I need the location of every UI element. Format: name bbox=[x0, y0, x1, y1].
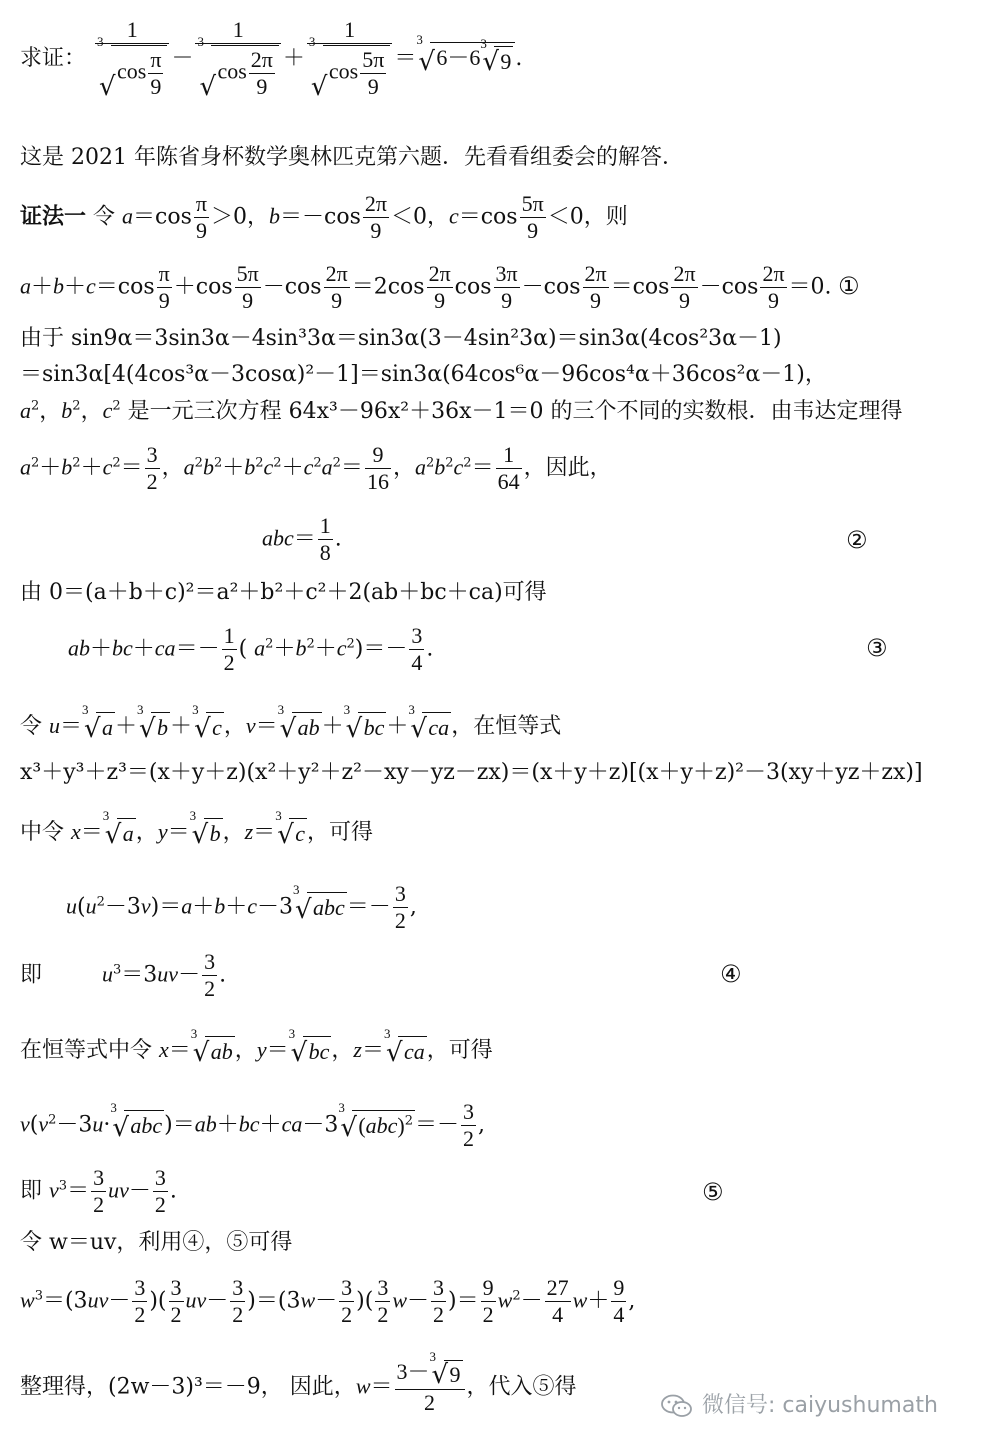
let-uv-line: 令 u＝ 3 √ a＋ 3 √ b＋ 3 √ c，v＝ 3 √ ab＋ 3 √ bc＋ 3 √ ca，在恒等式 bbox=[20, 702, 562, 745]
marker-3: ③ bbox=[866, 634, 888, 662]
intro-text: 这是 2021 年陈省身杯数学奥林匹克第六题．先看看组委会的解答． bbox=[20, 145, 684, 170]
vieta-results: $a^2+b^2+c^2=$ $\frac{3}{2}$ ，$a^2b^2+b^2c^2+c^2a^2=$ $\frac{9}{16}$ ，$a^2b^2c^2=$ $\frac{1}{64}$ ，因此， bbox=[20, 442, 612, 495]
method-one-line: 证法一 令 a＝cos $\frac{\pi}{9}$ ＞0，b＝－cos $\frac{2\pi}{9}$ ＜0，c＝cos $\frac{5\pi}{9}$ ＜0，则 bbox=[20, 191, 628, 244]
u-equation: $u(u^2-3v)=a+b+c-3$ 3 √ abc＝－ $\frac{3}{2}$ , bbox=[66, 881, 417, 934]
v-cubed-line: 即 $v^3=$ $\frac{3}{2}$ uv－ $\frac{3}{2}$ . bbox=[20, 1165, 177, 1218]
w-cubed-equation: $w^3=(3uv-$ $\frac{3}{2}$ )( $\frac{3}{2}$ uv－ $\frac{3}{2}$ )＝(3w－ $\frac{3}{2}$ )( $\frac{3}{2}$ w－ $\frac{3}{2}$ )＝ $\frac{9}{2}$ $w^2-$ $\frac{27}{4}$ w＋ $\frac{9}{4}$ , bbox=[20, 1275, 636, 1328]
prove-statement: 求证： 1 3 √ cos $\frac{\pi}{9}$ － 1 3 √ cos $\frac{2\pi}{9}$ ＋ 1 3 √ cos $\frac{5\pi}{9}$ ＝ 3 √ 6－6 3 √ 9 . bbox=[20, 17, 523, 102]
wechat-icon bbox=[660, 1393, 694, 1419]
sin9-line-2: ＝sin3α[4(4cos³α－3cosα)²－1]＝sin3α(64cos⁶α－96cos⁴α＋36cos²α－1)， bbox=[20, 362, 827, 387]
final-line: 整理得，(2w－3)³＝－9， 因此，w＝ 3－ 3 √ 9 2 ，代入⑤得 bbox=[20, 1349, 577, 1415]
marker-2: ② bbox=[846, 526, 868, 554]
abc-equation: abc＝ $\frac{1}{8}$ . bbox=[262, 513, 342, 566]
watermark-text: 微信号: caiyushumath bbox=[702, 1393, 938, 1418]
let-xyz2-line: 在恒等式中令 x＝ 3 √ ab，y＝ 3 √ bc，z＝ 3 √ ca，可得 bbox=[20, 1026, 493, 1069]
from-zero-line: 由 0＝(a＋b＋c)²＝a²＋b²＋c²＋2(ab＋bc＋ca)可得 bbox=[20, 580, 547, 605]
identity-line: x³＋y³＋z³＝(x＋y＋z)(x²＋y²＋z²－xy－yz－zx)＝(x＋y＋z)[(x＋y＋z)²－3(xy＋yz＋zx)] bbox=[20, 760, 923, 785]
marker-1: ① bbox=[838, 272, 860, 300]
vieta-line: $a^2$，$b^2$，$c^2$ 是一元三次方程 64x³－96x²＋36x－1＝0 的三个不同的实数根．由韦达定理得 bbox=[20, 398, 903, 424]
sum-equation: a＋b＋c＝cos $\frac{\pi}{9}$ ＋cos $\frac{5\pi}{9}$ －cos $\frac{2\pi}{9}$ ＝2cos $\frac{2\pi}{9}$ cos $\frac{3\pi}{9}$ －cos $\frac{2\pi}{9}$ ＝cos $\frac{2\pi}{9}$ －cos $\frac{2\pi}{9}$ ＝0. bbox=[20, 261, 832, 314]
sin9-line: 由于 sin9α＝3sin3α－4sin³3α＝sin3α(3－4sin²3α)＝sin3α(4cos²3α－1) bbox=[20, 326, 782, 351]
prove-label: 求证： bbox=[20, 45, 87, 71]
let-w-line: 令 w＝uv，利用④，⑤可得 bbox=[20, 1230, 293, 1255]
ab-bc-ca-equation: ab＋bc＋ca＝－ $\frac{1}{2}$ ( $a^2+b^2+c^2)=-$ $\frac{3}{4}$ . bbox=[68, 623, 434, 676]
marker-5: ⑤ bbox=[702, 1178, 724, 1206]
let-xyz-line: 中令 x＝ 3 √ a，y＝ 3 √ b，z＝ 3 √ c，可得 bbox=[20, 808, 373, 851]
marker-4: ④ bbox=[720, 960, 742, 988]
wechat-watermark bbox=[660, 1388, 938, 1419]
method-label: 证法一 bbox=[20, 204, 87, 230]
v-equation: $v(v^2-3u\cdot$ 3 √ abc)＝ab＋bc＋ca－3 3 √ (abc)$^2$＝－ $\frac{3}{2}$ , bbox=[20, 1099, 486, 1152]
u-cubed-line: 即 $u^3=3uv-$ $\frac{3}{2}$ . bbox=[20, 949, 227, 1002]
